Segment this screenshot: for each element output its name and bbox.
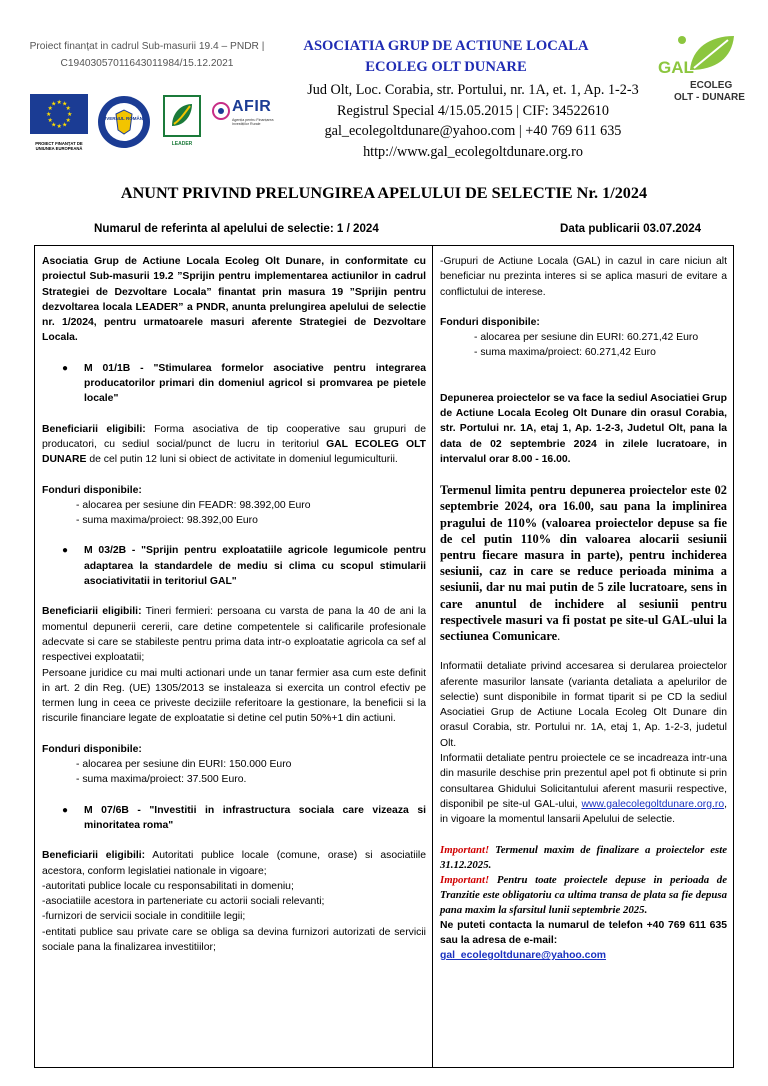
contact-email-link[interactable]: gal_ecolegoltdunare@yahoo.com [440,950,607,962]
gal-website-link[interactable]: www.galecolegoltdunare.org.ro [581,798,725,810]
guide-paragraph: Informatii detaliate pentru proiectele ce se incadreaza intr-una din masurile deschise prin prezentul apel pot fi obtinute si prin consultarea Ghidului Solicitantului aferent masurii respective, disponibil pe site-ul GAL-ului, www.galecolegoltdunare.org.ro, in vigoare la momentul lansarii Apelului de selectie. [440,753,727,826]
measure-m01-title: M 01/1B - "Stimularea formelor asociative pentru integrarea producatorilor primari din domeniul agricol si promvarea pe pietele locale" [84,362,426,405]
bullet-icon: ● [62,545,69,557]
m01-max-amount: - suma maxima/proiect: 98.392,00 Euro [76,515,258,527]
eu-flag-icon [30,94,88,134]
org-registry: Registrul Special 4/15.05.2015 | CIF: 34522610 [336,102,609,119]
important-note-2: Important! Pentru toate proiectele depuse in perioada de Tranzitie este obligatoriu ca ultima transa de plata sa fie depusa pana maxim la sfarsitul lunii septembrie 2025. [440,873,727,916]
svg-text:★: ★ [46,111,52,118]
m07-beneficiary-item: -autoritati publice locale cu responsabilitati in domeniu; [42,880,294,892]
m07-funds-label: Fonduri disponibile: [440,316,540,328]
svg-text:★: ★ [47,105,53,112]
publication-date: Data publicarii 03.07.2024 [560,222,702,235]
m07-beneficiary-item: -asociatiile acestora in parteneriate cu actorii sociali relevanti; [42,896,325,908]
gal-logo [644,30,754,114]
deadline-paragraph: Termenul limita pentru depunerea proiectelor este 02 septembrie 2024, ora 16.00, sau pana la implinirea pragului de 110% (valoarea proiectelor depuse sa fie de cel putin 110% din valoarea alocarii sesiunii pentru fiecare masura in parte), pentru inchiderea sesiunii, caz in care se reduce perioada minima a sesiunii, dar nu mai putin de 5 zile lucratoare, sens in care anuntul de inchidere al sesiunii pentru respectivele masuri va fi postat pe site-ul GAL-ului la sectiunea Comunicare. [440,483,727,644]
svg-text:★: ★ [56,99,62,106]
afir-emblem-icon [212,100,230,122]
leader-label: LEADER [171,141,193,147]
measure-m03 [42,543,426,589]
right-column [440,254,727,963]
m03-funds-label: Fonduri disponibile: [42,743,142,755]
afir-logo [212,96,276,136]
org-contact: gal_ecolegoltdunare@yahoo.com | +40 769 611 635 [324,123,622,139]
important-note-1: Important! Termenul maxim de finalizare a proiectelor este 31.12.2025. [440,843,727,871]
announcement-title: ANUNT PRIVIND PRELUNGIREA APELULUI DE SELECTIE Nr. 1/2024 [120,184,648,202]
svg-text:★: ★ [51,121,57,129]
measure-m07-title: M 07/6B - "Investitii in infrastructura sociala care vizeaza si minoritatea roma" [84,804,426,831]
svg-text:★: ★ [51,100,57,108]
eu-caption: PROIECT FINANȚAT DE UNIUNEA EUROPEANĂ [35,141,83,151]
m01-beneficiaries: Beneficiarii eligibili: Forma asociativa de tip cooperative sau grupuri de producatori, cu sediul social/punct de lucru in teritoriul GAL ECOLEG OLT DUNARE de cel putin 12 luni si obiect de activitate in domeniul legumiculturii. [42,423,426,466]
org-address: Jud Olt, Loc. Corabia, str. Portului, nr. 1A, et. 1, Ap. 1-2-3 [307,82,639,98]
org-details [282,80,664,162]
left-column [42,254,426,955]
svg-text:★: ★ [67,111,73,118]
m01-funds-label: Fonduri disponibile: [42,484,142,496]
m03-beneficiaries-2: Persoane juridice cu mai multi actionari unde un tanar fermier asa cum este definit in art. 2 din Reg. (UE) 1305/2013 se instaleaza si exercita un control efectiv pe termen lung in ceea ce priveste deciziile referitoare la gestionare, la beneficii si la riscurile financiare legate de exploatatie si detine cel putin 50%+1 din actiuni. [42,667,426,725]
svg-text:★: ★ [56,123,62,130]
contact-paragraph: Ne puteti contacta la numarul de telefon +40 769 611 635 sau la adresa de e-mail: [440,919,727,946]
bullet-icon: ● [62,804,69,816]
measure-m03-title: M 03/2B - "Sprijin pentru exploatatiile agricole legumicole pentru adaptarea la standardele de mediu si clima cu scopul stimularii asociativitatii in teritoriul GAL" [84,545,426,588]
measure-m01 [42,361,426,407]
government-logo [96,94,152,150]
afir-caption: Agenția pentru Finanțarea Investițiilor Rurale [232,118,274,127]
svg-text:★: ★ [62,100,68,108]
m07-allocation: - alocarea per sesiune din EURI: 60.271,42 Euro [474,332,699,344]
leader-logo [162,94,202,147]
m07-beneficiary-item: -entitati publice sau private care se obliga sa devina furnizori autorizati de servicii sociale pana la finalizarea investitiilor; [42,926,426,953]
intro-paragraph: Asociatia Grup de Actiune Locala Ecoleg Olt Dunare, in conformitate cu proiectul Sub-masurii 19.2 ”Sprijin pentru implementarea actiunilor in cadrul Strategiei de Dezvoltare Locala” finantat prin masura 19 ”Sprijin pentru dezvoltarea locala LEADER” a PNDR, anunta prelungirea apelului de selectie nr. 1/2024, pentru urmatoarele masuri aferente Strategiei de Dezvoltare Locala. [42,256,426,344]
m07-beneficiary-item: -Grupuri de Actiune Locala (GAL) in cazul in care niciun alt beneficiar nu prezinta interes si se aplica masuri de evitare a conflictului de interese. [440,256,727,298]
leader-icon [162,94,202,138]
eu-flag-logo [30,94,88,151]
reference-number: Numarul de referinta al apelului de selectie: 1 / 2024 [94,222,379,235]
afir-label: AFIR [232,98,272,115]
svg-text:★: ★ [62,121,68,129]
m07-beneficiary-item: -furnizori de servicii sociale in conditiile legii; [42,911,246,923]
m03-beneficiaries: Beneficiarii eligibili: Tineri fermieri: persoana cu varsta de pana la 40 de ani la momentul depunerii cererii, care detine competentele si calificarile profesionale adecvate si care se stabileste pentru prima data intr-o exploatatie agricola ca sef al respectivei exploatatii; [42,606,426,664]
gal-label: GAL [658,58,694,77]
svg-text:★: ★ [65,105,71,112]
m07-beneficiaries: Beneficiarii eligibili: Autoritati publice locale (comune, orase) si asociatiile acestora, conform legislatiei nationale in vigoare; [42,850,426,877]
measure-m07 [42,803,426,834]
info-paragraph: Informatii detaliate privind accesarea si derularea proiectelor aferente masurilor lansate (varianta detaliata a apelurilor de selectie) sunt disponibile in format tiparit si pe CD la sediul Asociatiei Grup de Actiune Locala Ecoleg Olt Dunare din orasul Corabia, str. Portului nr. 1A, etaj 1, Ap. 1-2-3, judetul Olt. [440,661,727,749]
column-divider [432,245,433,1068]
government-seal-icon [96,94,152,150]
m07-max-amount: - suma maxima/proiect: 60.271,42 Euro [474,347,656,359]
org-title [282,36,610,78]
government-label: GUVERNUL ROMÂNIEI [99,116,149,121]
svg-text:★: ★ [65,117,71,124]
m03-max-amount: - suma maxima/proiect: 37.500 Euro. [76,774,247,786]
m03-allocation: - alocarea per sesiune din EURI: 150.000 Euro [76,759,292,771]
project-note: Proiect finanțat in cadrul Sub-masurii 19.4 – PNDR | C19403057011643011984/15.12.2021 [29,41,265,69]
org-name-line1: ASOCIATIA GRUP DE ACTIUNE LOCALA [303,38,589,54]
org-name-line2: ECOLEG OLT DUNARE [365,59,527,75]
gal-name-line2: OLT - DUNARE [674,92,745,103]
svg-text:★: ★ [47,117,53,124]
org-website[interactable]: http://www.gal_ecolegoltdunare.org.ro [363,143,583,160]
gal-name-line1: ECOLEG [690,80,733,91]
m01-allocation: - alocarea per sesiune din FEADR: 98.392,00 Euro [76,499,311,511]
submission-paragraph: Depunerea proiectelor se va face la sediul Asociatiei Grup de Actiune Locala Ecoleg Olt Dunare din orasul Corabia, str. Portului nr. 1A, etaj 1, Ap. 1-2-3, Judetul Olt, pana la data de 02 septembrie 2024 in zilele lucratoare, in intervalul orar 8.00 - 16.00. [440,392,727,465]
bullet-icon: ● [62,362,69,374]
